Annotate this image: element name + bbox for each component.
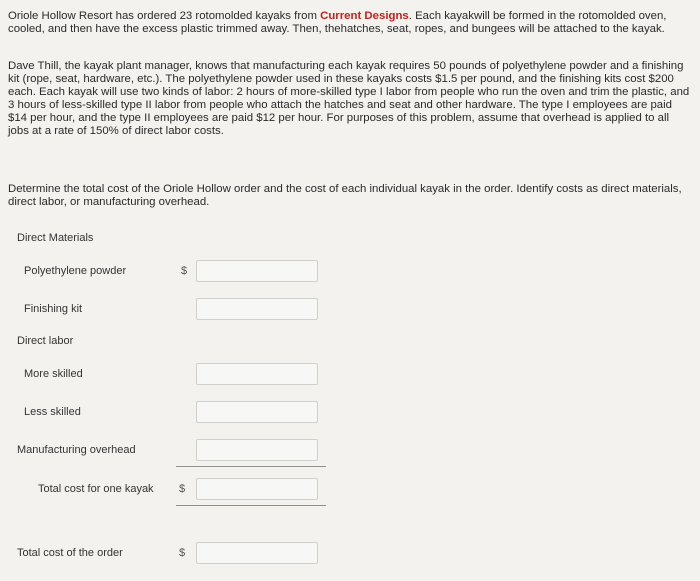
problem-instructions: Determine the total cost of the Oriole Hollow order and the cost of each individual kayak in the order. Identify costs as direct materials, direct labor, or manufacturing overhead. bbox=[8, 183, 682, 208]
subtotal-divider bbox=[176, 466, 326, 467]
less-skilled-input[interactable] bbox=[196, 401, 318, 423]
polyethylene-input[interactable] bbox=[196, 260, 318, 282]
overhead-label: Manufacturing overhead bbox=[17, 444, 136, 456]
brand-link[interactable]: Current Designs bbox=[320, 10, 409, 22]
currency-symbol: $ bbox=[179, 483, 186, 495]
direct-labor-heading: Direct labor bbox=[17, 335, 74, 347]
more-skilled-label: More skilled bbox=[24, 368, 83, 380]
total-order-label: Total cost of the order bbox=[17, 547, 123, 559]
total-one-kayak-input[interactable] bbox=[196, 478, 318, 500]
currency-symbol: $ bbox=[181, 265, 188, 277]
direct-materials-heading: Direct Materials bbox=[17, 232, 94, 244]
total-divider bbox=[176, 505, 326, 506]
finishing-kit-input[interactable] bbox=[196, 298, 318, 320]
currency-symbol: $ bbox=[179, 547, 186, 559]
overhead-input[interactable] bbox=[196, 439, 318, 461]
total-one-kayak-label: Total cost for one kayak bbox=[38, 483, 154, 495]
more-skilled-input[interactable] bbox=[196, 363, 318, 385]
intro-text: Oriole Hollow Resort has ordered 23 rotomolded kayaks from bbox=[8, 10, 321, 22]
intro-text-rest: . Each kayakwill be formed in the rotomolded oven, cooled, and then have the excess plastic trimmed away. Then, thehatches, seat, ropes, and bungees will be attached to the kayak. bbox=[8, 10, 667, 35]
polyethylene-label: Polyethylene powder bbox=[24, 265, 127, 277]
finishing-kit-label: Finishing kit bbox=[24, 303, 83, 315]
total-order-input[interactable] bbox=[196, 542, 318, 564]
less-skilled-label: Less skilled bbox=[24, 406, 81, 418]
problem-intro bbox=[8, 10, 690, 36]
problem-details: Dave Thill, the kayak plant manager, knows that manufacturing each kayak requires 50 pounds of polyethylene powder and a finishing kit (rope, seat, hardware, etc.). The polyethylene powder used in these kayaks costs $1.5 per pound, and the finishing kits cost $200 each. Each kayak will use two kinds of labor: 2 hours of more-skilled type I labor from people who run the oven and trim the plastic, and 3 hours of less-skilled type II labor from people who attach the hatches and seat and other hardware. The type I employees are paid $14 per hour, and the type II employees are paid $12 per hour. For purposes of this problem, assume that overhead is applied to all jobs at a rate of 150% of direct labor costs. bbox=[8, 60, 690, 137]
